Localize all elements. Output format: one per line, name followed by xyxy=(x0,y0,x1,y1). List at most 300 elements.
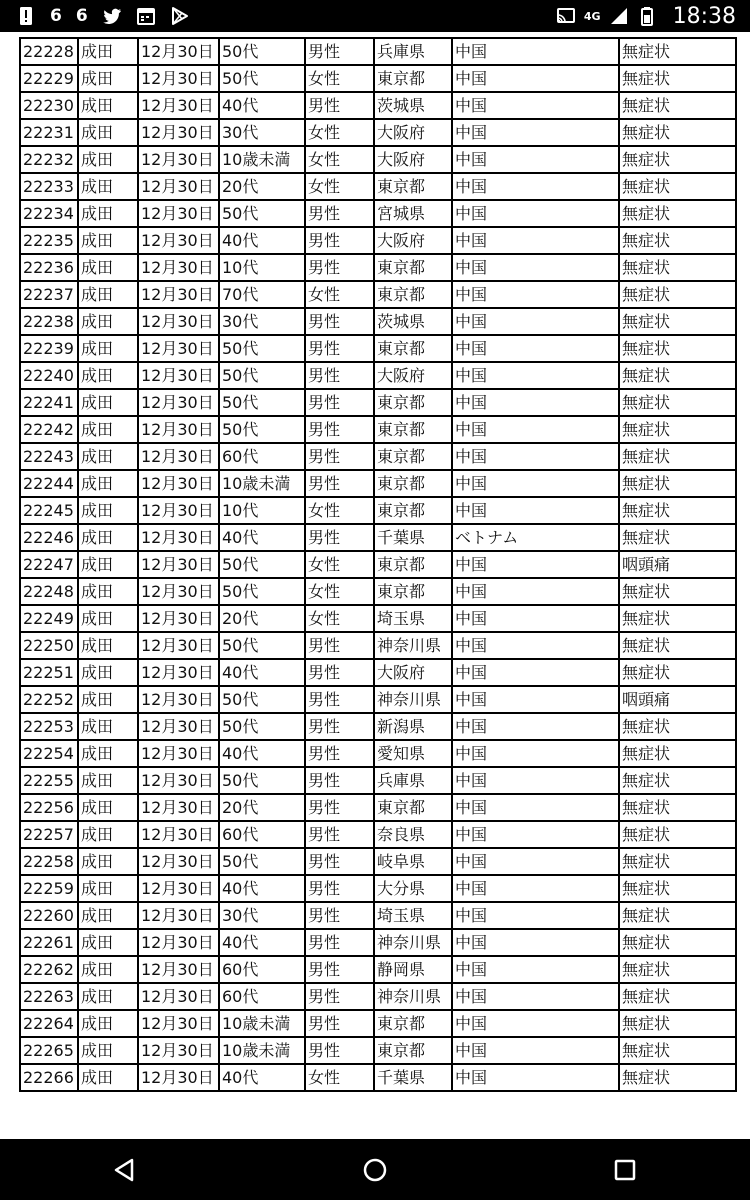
cell-gender: 女性 xyxy=(305,497,374,524)
table-row xyxy=(20,470,736,497)
cell-date: 12月30日 xyxy=(138,497,219,524)
cell-symptom: 無症状 xyxy=(619,146,736,173)
table-row xyxy=(20,875,736,902)
cell-airport: 成田 xyxy=(78,956,138,983)
cell-symptom: 無症状 xyxy=(619,470,736,497)
cell-date: 12月30日 xyxy=(138,362,219,389)
cell-case-number: 22230 xyxy=(20,92,78,119)
table-row xyxy=(20,713,736,740)
cell-age: 50代 xyxy=(219,200,305,227)
cell-gender: 男性 xyxy=(305,227,374,254)
cell-gender: 男性 xyxy=(305,443,374,470)
table-row xyxy=(20,740,736,767)
cell-airport: 成田 xyxy=(78,281,138,308)
cell-date: 12月30日 xyxy=(138,956,219,983)
cell-origin-country: 中国 xyxy=(452,1010,619,1037)
cell-age: 40代 xyxy=(219,524,305,551)
table-row xyxy=(20,389,736,416)
cell-symptom: 無症状 xyxy=(619,578,736,605)
table-row xyxy=(20,254,736,281)
cell-case-number: 22239 xyxy=(20,335,78,362)
cell-date: 12月30日 xyxy=(138,875,219,902)
cell-origin-country: 中国 xyxy=(452,227,619,254)
cell-age: 50代 xyxy=(219,389,305,416)
cell-symptom: 無症状 xyxy=(619,38,736,65)
cell-airport: 成田 xyxy=(78,335,138,362)
cell-airport: 成田 xyxy=(78,1010,138,1037)
network-type: 4G xyxy=(583,9,601,23)
home-icon xyxy=(361,1156,389,1184)
cell-airport: 成田 xyxy=(78,227,138,254)
cell-gender: 女性 xyxy=(305,578,374,605)
cell-date: 12月30日 xyxy=(138,254,219,281)
cell-case-number: 22236 xyxy=(20,254,78,281)
cell-origin-country: 中国 xyxy=(452,956,619,983)
cell-origin-country: 中国 xyxy=(452,281,619,308)
signal-icon xyxy=(609,6,629,26)
table-row xyxy=(20,92,736,119)
cell-airport: 成田 xyxy=(78,119,138,146)
cell-origin-country: 中国 xyxy=(452,65,619,92)
cell-residence: 兵庫県 xyxy=(374,38,452,65)
cell-gender: 男性 xyxy=(305,416,374,443)
cell-symptom: 無症状 xyxy=(619,983,736,1010)
cell-date: 12月30日 xyxy=(138,1037,219,1064)
table-row xyxy=(20,200,736,227)
cell-airport: 成田 xyxy=(78,1064,138,1091)
cell-origin-country: 中国 xyxy=(452,578,619,605)
cell-symptom: 無症状 xyxy=(619,362,736,389)
table-row xyxy=(20,686,736,713)
cell-date: 12月30日 xyxy=(138,767,219,794)
back-button[interactable] xyxy=(95,1145,155,1195)
cell-origin-country: 中国 xyxy=(452,1064,619,1091)
cell-symptom: 無症状 xyxy=(619,1064,736,1091)
cell-symptom: 無症状 xyxy=(619,848,736,875)
cell-case-number: 22253 xyxy=(20,713,78,740)
cell-case-number: 22262 xyxy=(20,956,78,983)
table-row xyxy=(20,443,736,470)
cell-gender: 男性 xyxy=(305,956,374,983)
cell-gender: 男性 xyxy=(305,659,374,686)
cast-icon xyxy=(556,6,576,26)
cell-age: 40代 xyxy=(219,227,305,254)
cell-symptom: 無症状 xyxy=(619,443,736,470)
cell-age: 60代 xyxy=(219,821,305,848)
cell-symptom: 無症状 xyxy=(619,875,736,902)
cell-age: 10歳未満 xyxy=(219,1037,305,1064)
cell-residence: 東京都 xyxy=(374,470,452,497)
cell-date: 12月30日 xyxy=(138,848,219,875)
cell-symptom: 無症状 xyxy=(619,1037,736,1064)
cell-residence: 東京都 xyxy=(374,1037,452,1064)
cell-gender: 女性 xyxy=(305,1064,374,1091)
cell-date: 12月30日 xyxy=(138,632,219,659)
cell-age: 40代 xyxy=(219,875,305,902)
table-row xyxy=(20,308,736,335)
cell-case-number: 22261 xyxy=(20,929,78,956)
cell-date: 12月30日 xyxy=(138,38,219,65)
cell-date: 12月30日 xyxy=(138,1010,219,1037)
cell-residence: 東京都 xyxy=(374,65,452,92)
cell-residence: 神奈川県 xyxy=(374,983,452,1010)
cell-residence: 東京都 xyxy=(374,443,452,470)
cell-airport: 成田 xyxy=(78,65,138,92)
cell-airport: 成田 xyxy=(78,578,138,605)
cell-gender: 女性 xyxy=(305,65,374,92)
cell-residence: 東京都 xyxy=(374,794,452,821)
cell-origin-country: 中国 xyxy=(452,821,619,848)
cell-gender: 男性 xyxy=(305,200,374,227)
cell-age: 50代 xyxy=(219,686,305,713)
cell-case-number: 22259 xyxy=(20,875,78,902)
cell-residence: 静岡県 xyxy=(374,956,452,983)
cell-origin-country: 中国 xyxy=(452,119,619,146)
cell-date: 12月30日 xyxy=(138,740,219,767)
cell-airport: 成田 xyxy=(78,524,138,551)
cell-date: 12月30日 xyxy=(138,713,219,740)
table-row xyxy=(20,632,736,659)
cell-residence: 愛知県 xyxy=(374,740,452,767)
cell-case-number: 22252 xyxy=(20,686,78,713)
cell-airport: 成田 xyxy=(78,821,138,848)
cell-airport: 成田 xyxy=(78,173,138,200)
cell-case-number: 22235 xyxy=(20,227,78,254)
cell-case-number: 22257 xyxy=(20,821,78,848)
cell-symptom: 無症状 xyxy=(619,929,736,956)
cell-origin-country: 中国 xyxy=(452,92,619,119)
recents-icon xyxy=(611,1156,639,1184)
cell-gender: 男性 xyxy=(305,740,374,767)
cell-date: 12月30日 xyxy=(138,308,219,335)
table-row xyxy=(20,1064,736,1091)
cell-airport: 成田 xyxy=(78,848,138,875)
cell-residence: 東京都 xyxy=(374,416,452,443)
cell-age: 50代 xyxy=(219,362,305,389)
cell-origin-country: 中国 xyxy=(452,497,619,524)
table-row xyxy=(20,65,736,92)
cell-age: 50代 xyxy=(219,335,305,362)
back-icon xyxy=(111,1156,139,1184)
cell-residence: 千葉県 xyxy=(374,1064,452,1091)
cell-symptom: 無症状 xyxy=(619,794,736,821)
cell-airport: 成田 xyxy=(78,362,138,389)
cell-age: 40代 xyxy=(219,1064,305,1091)
cell-origin-country: 中国 xyxy=(452,443,619,470)
cell-case-number: 22264 xyxy=(20,1010,78,1037)
cell-airport: 成田 xyxy=(78,659,138,686)
table-row xyxy=(20,983,736,1010)
cell-airport: 成田 xyxy=(78,146,138,173)
cell-airport: 成田 xyxy=(78,605,138,632)
cell-origin-country: 中国 xyxy=(452,902,619,929)
cell-airport: 成田 xyxy=(78,551,138,578)
cell-date: 12月30日 xyxy=(138,281,219,308)
cell-origin-country: 中国 xyxy=(452,335,619,362)
cell-age: 50代 xyxy=(219,632,305,659)
cell-symptom: 咽頭痛 xyxy=(619,686,736,713)
cell-symptom: 無症状 xyxy=(619,281,736,308)
cell-gender: 男性 xyxy=(305,524,374,551)
cell-airport: 成田 xyxy=(78,416,138,443)
table-row xyxy=(20,335,736,362)
cell-airport: 成田 xyxy=(78,389,138,416)
cell-age: 50代 xyxy=(219,551,305,578)
cell-case-number: 22242 xyxy=(20,416,78,443)
cell-gender: 男性 xyxy=(305,767,374,794)
cell-gender: 男性 xyxy=(305,389,374,416)
cell-symptom: 無症状 xyxy=(619,821,736,848)
cell-origin-country: 中国 xyxy=(452,416,619,443)
cell-date: 12月30日 xyxy=(138,983,219,1010)
cell-gender: 女性 xyxy=(305,281,374,308)
cell-gender: 男性 xyxy=(305,902,374,929)
cell-case-number: 22244 xyxy=(20,470,78,497)
table-row xyxy=(20,956,736,983)
cell-residence: 東京都 xyxy=(374,281,452,308)
table-row xyxy=(20,497,736,524)
cell-age: 50代 xyxy=(219,713,305,740)
cell-gender: 男性 xyxy=(305,983,374,1010)
cell-date: 12月30日 xyxy=(138,551,219,578)
cell-date: 12月30日 xyxy=(138,902,219,929)
case-table xyxy=(19,37,737,1092)
cell-case-number: 22233 xyxy=(20,173,78,200)
table-row xyxy=(20,173,736,200)
cell-airport: 成田 xyxy=(78,443,138,470)
cell-origin-country: 中国 xyxy=(452,308,619,335)
cell-symptom: 無症状 xyxy=(619,119,736,146)
cell-airport: 成田 xyxy=(78,92,138,119)
cell-origin-country: 中国 xyxy=(452,632,619,659)
cell-date: 12月30日 xyxy=(138,686,219,713)
cell-residence: 兵庫県 xyxy=(374,767,452,794)
cell-origin-country: 中国 xyxy=(452,875,619,902)
table-row xyxy=(20,416,736,443)
cell-case-number: 22234 xyxy=(20,200,78,227)
table-row xyxy=(20,38,736,65)
cell-airport: 成田 xyxy=(78,686,138,713)
cell-age: 20代 xyxy=(219,794,305,821)
cell-gender: 女性 xyxy=(305,551,374,578)
cell-residence: 東京都 xyxy=(374,578,452,605)
cell-date: 12月30日 xyxy=(138,578,219,605)
cell-symptom: 無症状 xyxy=(619,713,736,740)
table-row xyxy=(20,227,736,254)
cell-residence: 新潟県 xyxy=(374,713,452,740)
cell-case-number: 22245 xyxy=(20,497,78,524)
cell-airport: 成田 xyxy=(78,632,138,659)
cell-residence: 大阪府 xyxy=(374,362,452,389)
cell-origin-country: 中国 xyxy=(452,713,619,740)
cell-symptom: 無症状 xyxy=(619,200,736,227)
cell-symptom: 無症状 xyxy=(619,308,736,335)
cell-age: 10代 xyxy=(219,254,305,281)
cell-age: 20代 xyxy=(219,605,305,632)
cell-airport: 成田 xyxy=(78,713,138,740)
battery-icon xyxy=(637,6,657,26)
cell-gender: 女性 xyxy=(305,119,374,146)
table-row xyxy=(20,659,736,686)
cell-case-number: 22232 xyxy=(20,146,78,173)
cell-residence: 東京都 xyxy=(374,389,452,416)
cell-gender: 男性 xyxy=(305,632,374,659)
table-row xyxy=(20,524,736,551)
table-row xyxy=(20,767,736,794)
cell-age: 10歳未満 xyxy=(219,1010,305,1037)
cell-origin-country: 中国 xyxy=(452,983,619,1010)
cell-residence: 埼玉県 xyxy=(374,605,452,632)
cell-age: 30代 xyxy=(219,119,305,146)
cell-origin-country: 中国 xyxy=(452,1037,619,1064)
cell-origin-country: 中国 xyxy=(452,794,619,821)
cell-case-number: 22255 xyxy=(20,767,78,794)
cell-age: 30代 xyxy=(219,308,305,335)
cell-symptom: 無症状 xyxy=(619,1010,736,1037)
cell-residence: 大阪府 xyxy=(374,659,452,686)
cell-age: 20代 xyxy=(219,173,305,200)
cell-age: 60代 xyxy=(219,983,305,1010)
cell-symptom: 無症状 xyxy=(619,389,736,416)
cell-symptom: 無症状 xyxy=(619,65,736,92)
cell-case-number: 22258 xyxy=(20,848,78,875)
cell-gender: 男性 xyxy=(305,686,374,713)
cell-age: 10歳未満 xyxy=(219,470,305,497)
cell-age: 50代 xyxy=(219,848,305,875)
cell-gender: 男性 xyxy=(305,794,374,821)
cell-residence: 東京都 xyxy=(374,497,452,524)
cell-gender: 男性 xyxy=(305,929,374,956)
cell-symptom: 無症状 xyxy=(619,227,736,254)
notification-count-1: 6 xyxy=(50,6,62,26)
cell-symptom: 無症状 xyxy=(619,632,736,659)
cell-residence: 東京都 xyxy=(374,1010,452,1037)
page-content[interactable] xyxy=(0,32,750,1139)
cell-gender: 男性 xyxy=(305,1037,374,1064)
cell-date: 12月30日 xyxy=(138,146,219,173)
cell-symptom: 無症状 xyxy=(619,902,736,929)
cell-gender: 男性 xyxy=(305,362,374,389)
home-button[interactable] xyxy=(345,1145,405,1195)
table-row xyxy=(20,929,736,956)
cell-residence: 大阪府 xyxy=(374,227,452,254)
cell-symptom: 無症状 xyxy=(619,92,736,119)
cell-age: 40代 xyxy=(219,92,305,119)
clock: 18:38 xyxy=(672,3,736,29)
cell-residence: 埼玉県 xyxy=(374,902,452,929)
cell-date: 12月30日 xyxy=(138,335,219,362)
cell-residence: 茨城県 xyxy=(374,308,452,335)
cell-symptom: 無症状 xyxy=(619,254,736,281)
status-bar-system xyxy=(556,4,750,29)
table-row xyxy=(20,1037,736,1064)
cell-case-number: 22237 xyxy=(20,281,78,308)
cell-case-number: 22231 xyxy=(20,119,78,146)
cell-residence: 東京都 xyxy=(374,335,452,362)
notification-count-2: 6 xyxy=(75,6,88,26)
case-table-body xyxy=(20,38,736,1091)
cell-case-number: 22260 xyxy=(20,902,78,929)
cell-origin-country: 中国 xyxy=(452,659,619,686)
cell-airport: 成田 xyxy=(78,308,138,335)
cell-case-number: 22246 xyxy=(20,524,78,551)
cell-origin-country: 中国 xyxy=(452,686,619,713)
table-row xyxy=(20,821,736,848)
recents-button[interactable] xyxy=(595,1145,655,1195)
cell-age: 50代 xyxy=(219,578,305,605)
cell-date: 12月30日 xyxy=(138,929,219,956)
cell-date: 12月30日 xyxy=(138,794,219,821)
cell-age: 10代 xyxy=(219,497,305,524)
cell-age: 40代 xyxy=(219,929,305,956)
cell-airport: 成田 xyxy=(78,875,138,902)
cell-residence: 神奈川県 xyxy=(374,632,452,659)
cell-residence: 千葉県 xyxy=(374,524,452,551)
cell-symptom: 無症状 xyxy=(619,605,736,632)
cell-symptom: 無症状 xyxy=(619,767,736,794)
cell-case-number: 22263 xyxy=(20,983,78,1010)
cell-airport: 成田 xyxy=(78,38,138,65)
cell-gender: 男性 xyxy=(305,848,374,875)
cell-residence: 東京都 xyxy=(374,173,452,200)
cell-origin-country: 中国 xyxy=(452,173,619,200)
calendar-icon xyxy=(136,6,156,26)
cell-symptom: 無症状 xyxy=(619,659,736,686)
table-row xyxy=(20,578,736,605)
cell-residence: 神奈川県 xyxy=(374,686,452,713)
cell-date: 12月30日 xyxy=(138,65,219,92)
cell-age: 60代 xyxy=(219,956,305,983)
status-bar-notifications xyxy=(0,6,190,26)
cell-date: 12月30日 xyxy=(138,416,219,443)
cell-origin-country: 中国 xyxy=(452,740,619,767)
cell-date: 12月30日 xyxy=(138,443,219,470)
cell-symptom: 咽頭痛 xyxy=(619,551,736,578)
cell-date: 12月30日 xyxy=(138,1064,219,1091)
status-bar xyxy=(0,0,750,32)
cell-origin-country: 中国 xyxy=(452,929,619,956)
table-row xyxy=(20,794,736,821)
cell-date: 12月30日 xyxy=(138,227,219,254)
cell-airport: 成田 xyxy=(78,767,138,794)
cell-residence: 東京都 xyxy=(374,551,452,578)
cell-age: 10歳未満 xyxy=(219,146,305,173)
cell-origin-country: 中国 xyxy=(452,362,619,389)
cell-gender: 男性 xyxy=(305,308,374,335)
cell-symptom: 無症状 xyxy=(619,524,736,551)
cell-case-number: 22247 xyxy=(20,551,78,578)
alert-icon xyxy=(16,6,36,26)
cell-origin-country: 中国 xyxy=(452,389,619,416)
cell-case-number: 22250 xyxy=(20,632,78,659)
cell-case-number: 22254 xyxy=(20,740,78,767)
twitter-icon xyxy=(102,6,122,26)
cell-origin-country: 中国 xyxy=(452,200,619,227)
cell-date: 12月30日 xyxy=(138,119,219,146)
cell-case-number: 22240 xyxy=(20,362,78,389)
table-row xyxy=(20,1010,736,1037)
cell-airport: 成田 xyxy=(78,200,138,227)
cell-symptom: 無症状 xyxy=(619,497,736,524)
cell-airport: 成田 xyxy=(78,794,138,821)
cell-date: 12月30日 xyxy=(138,524,219,551)
table-row xyxy=(20,551,736,578)
cell-case-number: 22241 xyxy=(20,389,78,416)
cell-case-number: 22248 xyxy=(20,578,78,605)
table-row xyxy=(20,605,736,632)
cell-age: 60代 xyxy=(219,443,305,470)
cell-origin-country: 中国 xyxy=(452,848,619,875)
